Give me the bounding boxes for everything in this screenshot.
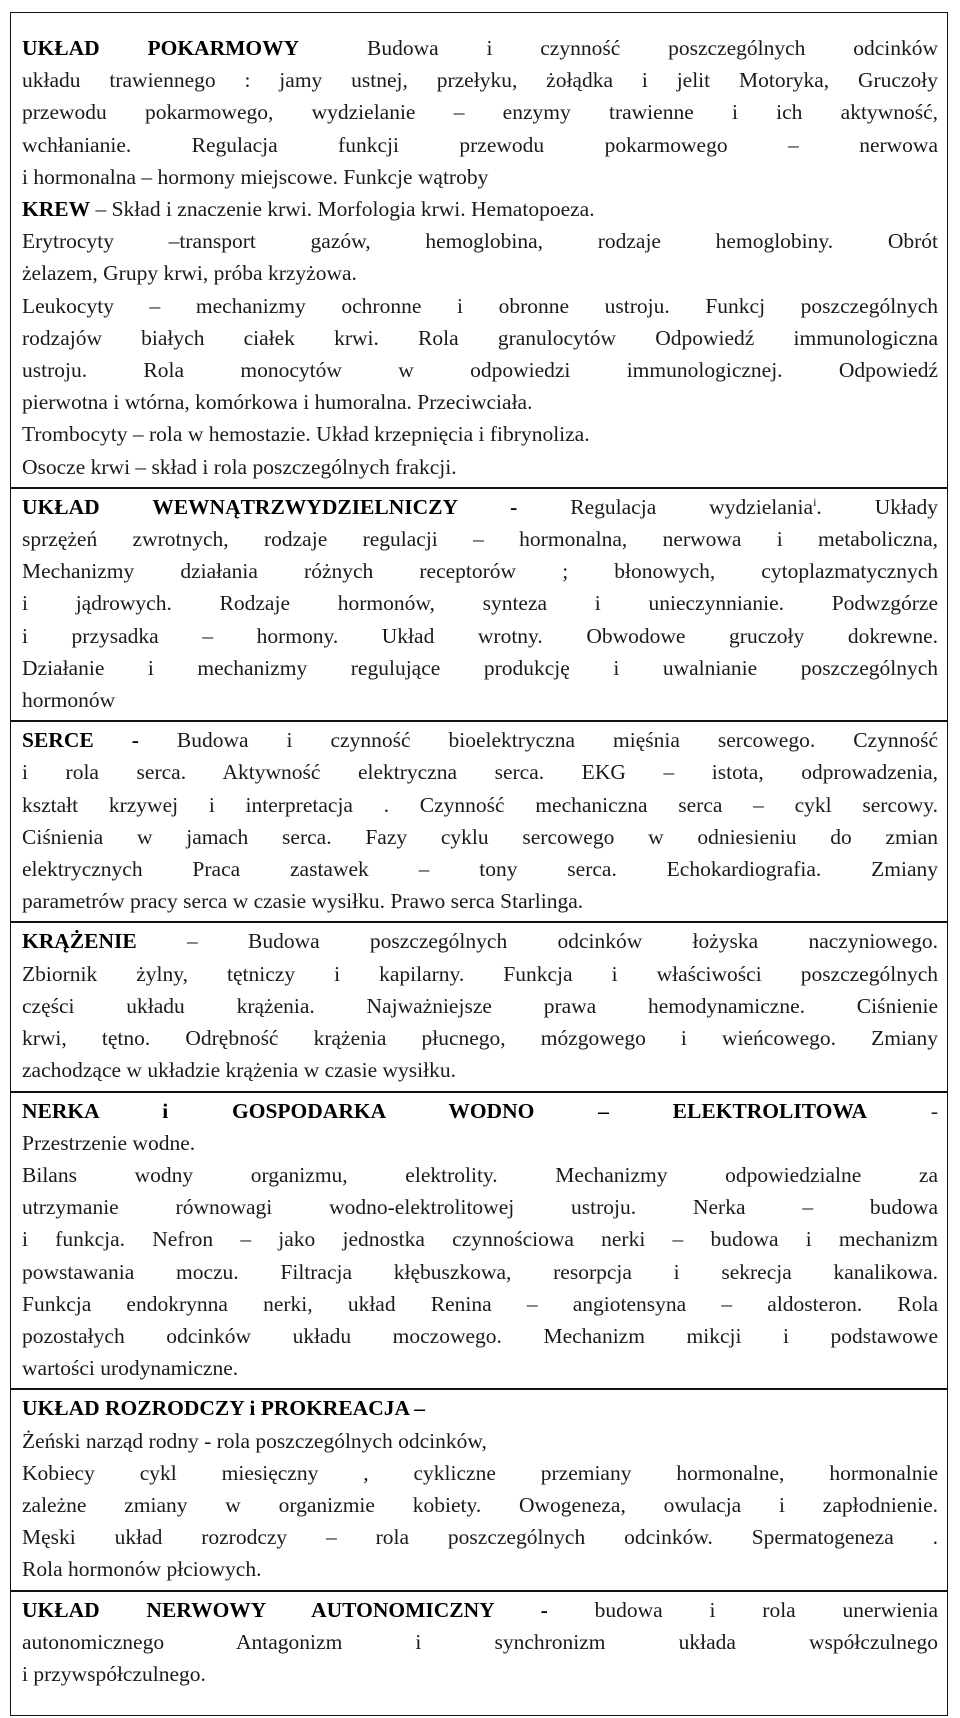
- section-line: kształt krzywej i interpretacja . Czynność mechaniczna serca – cykl sercowy.: [22, 792, 938, 817]
- section-line: układu trawiennego : jamy ustnej, przełyku, żołądka i jelit Motoryka, Gruczoły: [22, 68, 938, 93]
- section-line: żelazem, Grupy krwi, próba krzyżowa.: [22, 261, 357, 286]
- section-text: . Układy: [816, 494, 939, 519]
- section-line: parametrów pracy serca w czasie wysiłku. Prawo serca Starlinga.: [22, 889, 584, 914]
- section-text: Regulacja wydzielania: [570, 494, 814, 519]
- section-line: Funkcja endokrynna nerki, układ Renina – angiotensyna – aldosteron. Rola: [22, 1291, 938, 1316]
- section-line: Działanie i mechanizmy regulujące produkcję i uwalnianie poszczególnych: [22, 655, 938, 680]
- section-heading: KRĄŻENIE: [22, 929, 137, 954]
- section-line: sprzężeń zwrotnych, rodzaje regulacji – hormonalna, nerwowa i metaboliczna,: [22, 527, 938, 552]
- section-line: i hormonalna – hormony miejscowe. Funkcje wątroby: [22, 164, 489, 189]
- section-line: Leukocyty – mechanizmy ochronne i obronne ustroju. Funkcj poszczególnych: [22, 293, 938, 318]
- section-line: i funkcja. Nefron – jako jednostka czynnościowa nerki – budowa i mechanizm: [22, 1227, 938, 1252]
- section-line: elektrycznych Praca zastawek – tony serca. Echokardiografia. Zmiany: [22, 857, 938, 882]
- section-line: Rola hormonów płciowych.: [22, 1557, 262, 1582]
- section-line: Ciśnienia w jamach serca. Fazy cyklu sercowego w odniesieniu do zmian: [22, 824, 938, 849]
- section-heading: NERKA i GOSPODARKA WODNO – ELEKTROLITOWA: [22, 1098, 868, 1123]
- section-line: zachodzące w układzie krążenia w czasie wysiłku.: [22, 1058, 456, 1083]
- section-reproductive: [11, 1388, 947, 1589]
- section-line: Bilans wodny organizmu, elektrolity. Mechanizmy odpowiedzialne za: [22, 1162, 938, 1187]
- section-line: i przysadka – hormony. Układ wrotny. Obwodowe gruczoły dokrewne.: [22, 623, 938, 648]
- section-heading: UKŁAD WEWNĄTRZWYDZIELNICZY -: [22, 494, 518, 519]
- section-line: krwi, tętno. Odrębność krążenia płucnego, mózgowego i wieńcowego. Zmiany: [22, 1026, 938, 1051]
- section-digestive: [11, 13, 947, 487]
- section-line: przewodu pokarmowego, wydzielanie – enzymy trawienne i ich aktywność,: [22, 100, 938, 125]
- section-line: Przestrzenie wodne.: [22, 1130, 196, 1155]
- syllabus-document: [10, 12, 948, 1716]
- section-heading: SERCE -: [22, 728, 139, 753]
- section-heart: [11, 720, 947, 921]
- section-line: Zbiornik żylny, tętniczy i kapilarny. Funkcja i właściwości poszczególnych: [22, 961, 938, 986]
- section-line: Męski układ rozrodczy – rola poszczególnych odcinków. Spermatogeneza .: [22, 1525, 938, 1550]
- footnote-marker: i: [813, 494, 817, 509]
- section-line: rodzajów białych ciałek krwi. Rola granulocytów Odpowiedź immunologiczna: [22, 325, 938, 350]
- section-line: części układu krążenia. Najważniejsze prawa hemodynamiczne. Ciśnienie: [22, 993, 938, 1018]
- section-line: i przywspółczulnego.: [22, 1661, 206, 1686]
- section-line: powstawania moczu. Filtracja kłębuszkowa, resorpcja i sekrecja kanalikowa.: [22, 1259, 938, 1284]
- section-heading: UKŁAD ROZRODCZY i PROKREACJA –: [22, 1396, 425, 1421]
- section-text: – Budowa poszczególnych odcinków łożyska naczyniowego.: [186, 929, 938, 954]
- section-circulation: [11, 921, 947, 1090]
- section-text: Budowa i czynność poszczególnych odcinków: [366, 36, 939, 60]
- section-line: utrzymanie równowagi wodno-elektrolitowej ustroju. Nerka – budowa: [22, 1195, 938, 1220]
- section-line: Żeński narząd rodny - rola poszczególnych odcinków,: [22, 1428, 487, 1453]
- section-line: hormonów: [22, 688, 116, 713]
- section-line: zależne zmiany w organizmie kobiety. Owogeneza, owulacja i zapłodnienie.: [22, 1492, 938, 1517]
- section-autonomic-nervous: [11, 1590, 947, 1691]
- section-text: – Skład i znaczenie krwi. Morfologia krwi. Hematopoeza.: [95, 197, 595, 222]
- section-kidney: [11, 1091, 947, 1389]
- section-text: -: [930, 1098, 938, 1123]
- section-line: Erytrocyty –transport gazów, hemoglobina, rodzaje hemoglobiny. Obrót: [22, 229, 938, 254]
- section-text: Budowa i czynność bioelektryczna mięśnia sercowego. Czynność: [176, 728, 938, 753]
- section-line: pierwotna i wtórna, komórkowa i humoralna. Przeciwciała.: [22, 390, 533, 415]
- section-line: ustroju. Rola monocytów w odpowiedzi immunologicznej. Odpowiedź: [22, 358, 938, 383]
- section-line: autonomicznego Antagonizm i synchronizm układa współczulnego: [22, 1629, 938, 1654]
- section-line: Trombocyty – rola w hemostazie. Układ krzepnięcia i fibrynoliza.: [22, 422, 590, 447]
- section-line: pozostałych odcinków układu moczowego. Mechanizm mikcji i podstawowe: [22, 1323, 938, 1348]
- section-line: Mechanizmy działania różnych receptorów ; błonowych, cytoplazmatycznych: [22, 559, 938, 584]
- section-line: i jądrowych. Rodzaje hormonów, synteza i unieczynnianie. Podwzgórze: [22, 591, 938, 616]
- section-line: Osocze krwi – skład i rola poszczególnych frakcji.: [22, 454, 457, 479]
- section-text: budowa i rola unerwienia: [594, 1597, 939, 1622]
- section-heading: UKŁAD POKARMOWY: [22, 36, 300, 60]
- section-line: i rola serca. Aktywność elektryczna serca. EKG – istota, odprowadzenia,: [22, 760, 938, 785]
- section-heading: UKŁAD NERWOWY AUTONOMICZNY -: [22, 1597, 548, 1622]
- section-endocrine: [11, 487, 947, 720]
- section-line: wartości urodynamiczne.: [22, 1356, 239, 1381]
- section-heading: KREW: [22, 197, 91, 222]
- section-line: wchłanianie. Regulacja funkcji przewodu pokarmowego – nerwowa: [22, 132, 938, 157]
- section-line: Kobiecy cykl miesięczny , cykliczne przemiany hormonalne, hormonalnie: [22, 1460, 938, 1485]
